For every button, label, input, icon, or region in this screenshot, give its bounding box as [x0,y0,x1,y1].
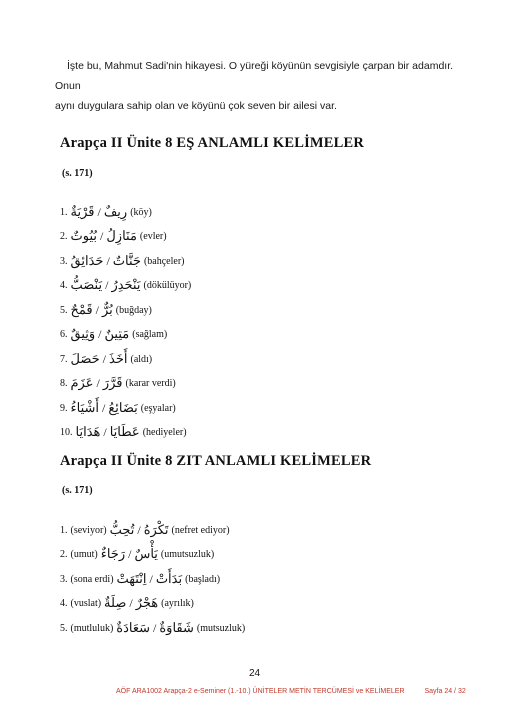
turkish-meaning-right: (nefret ediyor) [171,524,230,536]
intro-line-2: aynı duygulara sahip olan ve köyünü çok seven bir ailesi var. [55,100,337,112]
turkish-meaning-right: (ayrılık) [161,598,194,610]
arabic-word: يَنْصَبُّ [70,278,103,294]
item-number: 4. [60,598,68,610]
arabic-word: عَزَمَ [70,376,94,392]
arabic-word: قَرْيَةٌ [70,204,95,220]
synonym-item [60,421,440,446]
separator: / [137,522,141,537]
arabic-word: حَصَلَ [70,351,100,367]
item-number: 3. [60,255,68,267]
turkish-meaning-left: (umut) [70,549,98,561]
separator: / [128,547,132,562]
synonym-item [60,200,440,225]
synonyms-list [60,200,440,445]
intro-paragraph [55,56,475,116]
arabic-synonym: مَنَازِلُ [106,229,137,245]
item-number: 7. [60,353,68,365]
turkish-meaning: (sağlam) [132,329,168,341]
arabic-word: أَشْيَاءُ [70,400,100,416]
turkish-meaning: (bahçeler) [143,255,185,267]
turkish-meaning-left: (vuslat) [70,598,102,610]
arabic-antonym: يَأْسٌ [134,547,158,563]
synonyms-heading: Arapça II Ünite 8 EŞ ANLAMLI KELİMELER [60,135,365,151]
arabic-word: حَدَائِقُ [70,253,104,269]
synonym-item [60,249,440,274]
footer-page-info: Sayfa 24 / 32 [424,688,466,695]
antonym-item [60,616,440,641]
turkish-meaning: (evler) [139,231,167,243]
antonyms-heading: Arapça II Ünite 8 ZIT ANLAMLI KELİMELER [60,453,372,469]
item-number: 5. [60,304,68,316]
page-number: 24 [248,668,261,679]
arabic-word: هَدَايَا [75,425,101,441]
arabic-word: تُحِبُّ [109,522,135,538]
arabic-synonym: بَضَائِعُ [108,400,138,416]
separator: / [105,278,109,293]
separator: / [100,229,104,244]
antonym-item [60,543,440,568]
item-number: 2. [60,549,68,561]
antonyms-list [60,518,440,641]
separator: / [97,204,101,219]
separator: / [149,571,153,586]
separator: / [103,425,107,440]
arabic-synonym: أَخَذَ [109,351,128,367]
item-number: 1. [60,206,68,218]
item-number: 5. [60,622,68,634]
arabic-synonym: يَنْحَدِرُ [111,278,141,294]
arabic-word: بُيُوتٌ [70,229,97,245]
turkish-meaning-right: (umutsuzluk) [160,549,215,561]
synonym-item [60,347,440,372]
turkish-meaning: (eşyalar) [140,402,176,414]
item-number: 3. [60,573,68,585]
arabic-word: سَعَادَةٌ [116,620,151,636]
arabic-synonym: بُرٌّ [101,302,113,318]
antonym-item [60,567,440,592]
turkish-meaning-left: (sona erdi) [70,573,114,585]
separator: / [153,620,157,635]
arabic-word: صِلَةٌ [104,596,127,612]
synonym-item [60,372,440,397]
synonym-item [60,396,440,421]
synonym-item [60,298,440,323]
arabic-synonym: رِيفٌ [103,204,128,220]
synonyms-page-ref: (s. 171) [62,168,93,179]
arabic-synonym: قَرَّرَ [102,376,123,392]
separator: / [129,596,133,611]
arabic-synonym: عَطَايَا [109,425,140,441]
antonym-item [60,518,440,543]
turkish-meaning: (dökülüyor) [143,280,192,292]
item-number: 10. [60,427,73,439]
turkish-meaning: (hediyeler) [142,427,187,439]
separator: / [106,253,110,268]
arabic-word: اِنْتَهَتْ [116,571,147,587]
item-number: 2. [60,231,68,243]
arabic-word: قَمْحٌ [70,302,93,318]
arabic-word: رَجَاءٌ [100,547,126,563]
item-number: 8. [60,378,68,390]
separator: / [102,400,106,415]
separator: / [98,327,102,342]
synonym-item [60,274,440,299]
turkish-meaning: (karar verdi) [125,378,176,390]
item-number: 1. [60,524,68,536]
arabic-antonym: تَكْرَهُ [143,522,169,538]
arabic-antonym: بَدَأَتْ [155,571,183,587]
antonym-item [60,592,440,617]
turkish-meaning: (köy) [130,206,152,218]
arabic-synonym: مَتِينٌ [104,327,130,343]
synonym-item [60,225,440,250]
separator: / [95,302,99,317]
item-number: 9. [60,402,68,414]
turkish-meaning-right: (mutsuzluk) [196,622,246,634]
item-number: 4. [60,280,68,292]
arabic-antonym: شَقَاوَةٌ [159,620,194,636]
turkish-meaning-left: (seviyor) [70,524,107,536]
turkish-meaning-left: (mutluluk) [70,622,114,634]
turkish-meaning: (buğday) [115,304,152,316]
intro-line-1: İşte bu, Mahmut Sadi'nin hikayesi. O yüreği köyünün sevgisiyle çarpan bir adamdır. Onun [55,60,454,92]
footer-course-title: AÖF ARA1002 Arapça-2 e-Seminer (1.-10.) ÜNİTELER METİN TERCÜMESİ ve KELİMELER [116,688,405,695]
page-footer [116,688,466,695]
separator: / [102,351,106,366]
turkish-meaning: (aldı) [130,353,153,365]
arabic-word: وَثِيقٌ [70,327,96,343]
turkish-meaning-right: (başladı) [185,573,221,585]
arabic-synonym: جَنَّاتٌ [112,253,141,269]
item-number: 6. [60,329,68,341]
separator: / [96,376,100,391]
arabic-antonym: هَجْرٌ [135,596,159,612]
synonym-item [60,323,440,348]
antonyms-page-ref: (s. 171) [62,485,93,496]
